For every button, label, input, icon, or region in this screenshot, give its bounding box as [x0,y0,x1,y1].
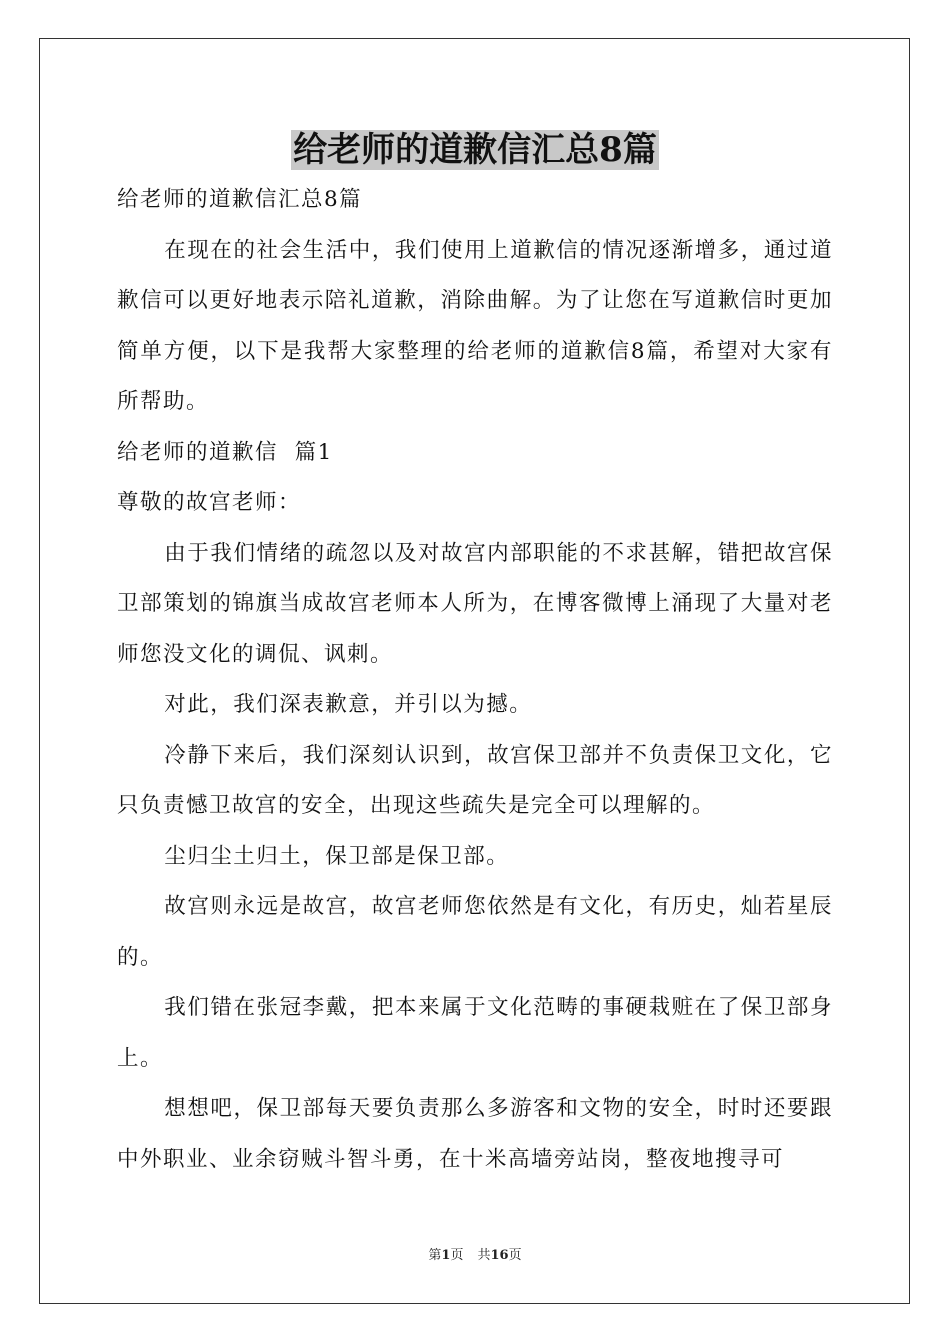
paragraph: 我们错在张冠李戴，把本来属于文化范畴的事硬栽赃在了保卫部身上。 [117,995,833,1071]
document-title-text: 给老师的道歉信汇总8篇 [293,130,657,170]
paragraph: 尘归尘土归土，保卫部是保卫部。 [164,843,510,869]
page-suffix: 页 [450,1248,464,1263]
total-prefix: 共 [477,1248,491,1263]
document-body [117,175,833,1185]
paragraph: 给老师的道歉信汇总8篇 [117,187,363,212]
paragraph: 故宫则永远是故宫，故宫老师您依然是有文化，有历史，灿若星辰的。 [117,894,833,970]
paragraph: 在现在的社会生活中，我们使用上道歉信的情况逐渐增多，通过道歉信可以更好地表示陪礼道歉，消除曲解。为了让您在写道歉信时更加简单方便，以下是我帮大家整理的给老师的道歉信8篇，希望对大家有所帮助。 [117,237,833,414]
total-suffix: 页 [508,1248,522,1263]
paragraph: 想想吧，保卫部每天要负责那么多游客和文物的安全，时时还要跟中外职业、业余窃贼斗智斗勇，在十米高墙旁站岗，整夜地搜寻可 [117,1096,833,1172]
salutation: 尊敬的故宫老师： [117,490,302,515]
page-prefix: 第 [428,1248,442,1263]
document-title [0,124,950,176]
paragraph: 对此，我们深表歉意，并引以为撼。 [164,692,533,717]
section-heading: 给老师的道歉信 篇1 [117,439,333,465]
page-footer [0,1247,950,1265]
total-pages: 16 [490,1248,509,1263]
paragraph: 冷静下来后，我们深刻认识到，故宫保卫部并不负责保卫文化，它只负责憾卫故宫的安全，出现这些疏失是完全可以理解的。 [117,742,833,818]
page-number: 1 [441,1248,451,1263]
paragraph: 由于我们情绪的疏忽以及对故宫内部职能的不求甚解，错把故宫保卫部策划的锦旗当成故宫老师本人所为，在博客微博上涌现了大量对老师您没文化的调侃、讽刺。 [117,540,833,667]
